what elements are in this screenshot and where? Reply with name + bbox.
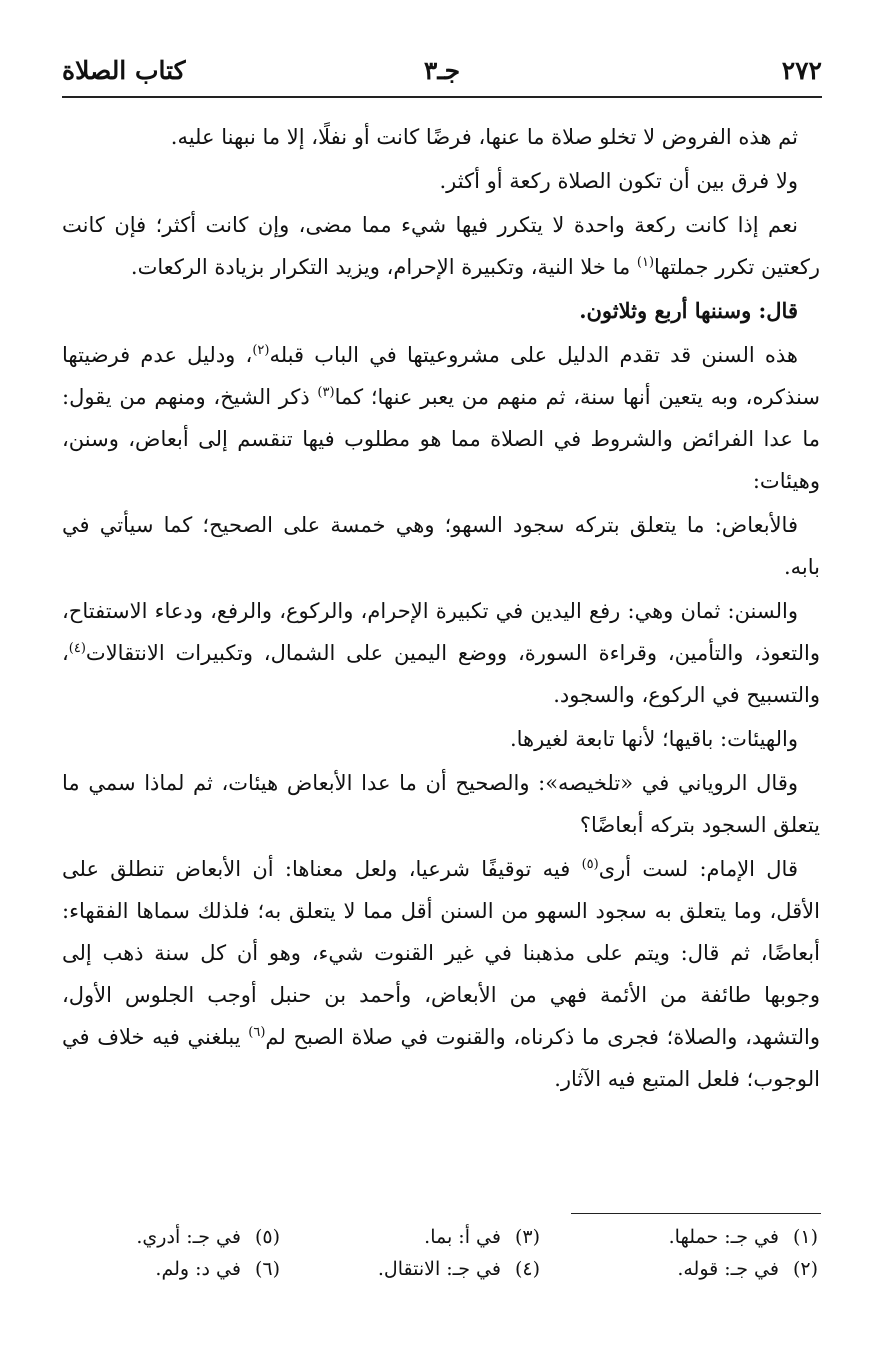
paragraph-text: والهيئات: باقيها؛ لأنها تابعة لغيرها. <box>509 727 798 751</box>
paragraph-text: فالأبعاض: ما يتعلق بتركه سجود السهو؛ وهي خمسة على الصحيح؛ كما سيأتي في بابه. <box>62 513 820 579</box>
paragraph <box>62 334 820 502</box>
footnote-text: في جـ: الانتقال. <box>377 1258 501 1280</box>
heading-text: قال: وسننها أربع وثلاثون. <box>579 298 798 323</box>
footnote-text: في جـ: أدري. <box>136 1226 241 1248</box>
paragraph-text: ، والتسبيح في الركوع، والسجود. <box>62 641 820 707</box>
paragraph-text: والسنن: ثمان وهي: رفع اليدين في تكبيرة الإحرام، والركوع، والرفع، ودعاء الاستفتاح، والتعوذ، والتأمين، وقراءة السورة، ووضع اليمين على الشمال، وتكبيرات الانتقالات <box>62 599 820 665</box>
paragraph-text: ثم هذه الفروض لا تخلو صلاة ما عنها، فرضًا كانت أو نفلًا، إلا ما نبهنا عليه. <box>170 125 798 149</box>
paragraph <box>62 204 820 288</box>
footnote-ref[interactable]: (٣) <box>317 385 335 400</box>
book-title: كتاب الصلاة <box>62 56 186 85</box>
footnote-text: في د: ولم. <box>155 1258 241 1280</box>
paragraph <box>62 718 820 760</box>
footnote-text: في جـ: قوله. <box>677 1258 779 1280</box>
footnote-divider <box>571 1213 821 1214</box>
footnote-ref[interactable]: (٥) <box>581 857 599 872</box>
footnote-text: في أ: بما. <box>424 1226 501 1248</box>
paragraph <box>62 504 820 588</box>
footnote-ref[interactable]: (٢) <box>252 343 270 358</box>
page-number: ٢٧٢ <box>781 56 822 85</box>
footnote-item <box>136 1222 280 1252</box>
footnote-item <box>155 1254 280 1284</box>
paragraph-text: يبلغني فيه خلاف في الوجوب؛ فلعل المتبع فيه الآثار. <box>62 1025 820 1091</box>
footnote-item <box>378 1254 540 1284</box>
footnote-number: (١) <box>792 1226 818 1248</box>
paragraph <box>62 116 820 158</box>
paragraph-text: ما خلا النية، وتكبيرة الإحرام، ويزيد التكرار بزيادة الركعات. <box>130 255 637 279</box>
footnote-number: (٦) <box>254 1258 280 1280</box>
main-text <box>62 116 820 1102</box>
paragraph-text: ذكر الشيخ، ومنهم من يقول: ما عدا الفرائض والشروط في الصلاة مما هو مطلوب فيها تنقسم إلى أبعاض، وسنن، وهيئات: <box>62 385 820 493</box>
footnote-ref[interactable]: (٤) <box>68 641 86 656</box>
paragraph <box>62 762 820 846</box>
paragraph <box>62 590 820 716</box>
volume-label: جـ٣ <box>423 56 461 85</box>
footnote-number: (٤) <box>514 1258 540 1280</box>
paragraph-text: قال الإمام: لست أرى <box>598 857 798 881</box>
footnote-item <box>677 1254 818 1284</box>
footnote-text: في جـ: حملها. <box>668 1226 779 1248</box>
paragraph-text: ولا فرق بين أن تكون الصلاة ركعة أو أكثر. <box>439 169 798 193</box>
paragraph-text: هذه السنن قد تقدم الدليل على مشروعيتها في الباب قبله <box>269 343 799 367</box>
footnote-item <box>424 1222 540 1252</box>
paragraph-text: فيه توقيفًا شرعيا، ولعل معناها: أن الأبعاض تنطلق على الأقل، وما يتعلق به سجود السهو من السنن أقل مما لا يتعلق به؛ فلذلك سماها الفقهاء: أبعاضًا، ثم قال: ويتم على مذهبنا في غير القنوت شيء، وهو أن كل سنة ذهب إلى وجوبها طائفة من الأئمة فهي من الأبعاض، وأحمد بن حنبل أوجب الجلوس الأول، والتشهد، والصلاة؛ فجرى ما ذكرناه، والقنوت في صلاة الصبح لم <box>62 857 820 1049</box>
footnote-item <box>669 1222 818 1252</box>
paragraph <box>62 848 820 1100</box>
section-heading <box>62 290 820 332</box>
running-header <box>62 52 822 98</box>
paragraph-text: نعم إذا كانت ركعة واحدة لا يتكرر فيها شيء مما مضى، وإن كانت أكثر؛ فإن كانت ركعتين تكرر جملتها <box>62 213 820 279</box>
paragraph-text: وقال الروياني في «تلخيصه»: والصحيح أن ما عدا الأبعاض هيئات، ثم لماذا سمي ما يتعلق السجود بتركه أبعاضًا؟ <box>62 771 820 837</box>
footnote-number: (٢) <box>792 1258 818 1280</box>
paragraph-text: ، ودليل عدم فرضيتها سنذكره، وبه يتعين أنها سنة، ثم منهم من يعبر عنها؛ كما <box>62 343 820 409</box>
footnote-number: (٣) <box>514 1226 540 1248</box>
footnote-number: (٥) <box>254 1226 280 1248</box>
footnote-ref[interactable]: (١) <box>636 255 655 270</box>
paragraph <box>62 160 820 202</box>
footnote-ref[interactable]: (٦) <box>248 1025 266 1040</box>
footnotes <box>62 1222 820 1292</box>
